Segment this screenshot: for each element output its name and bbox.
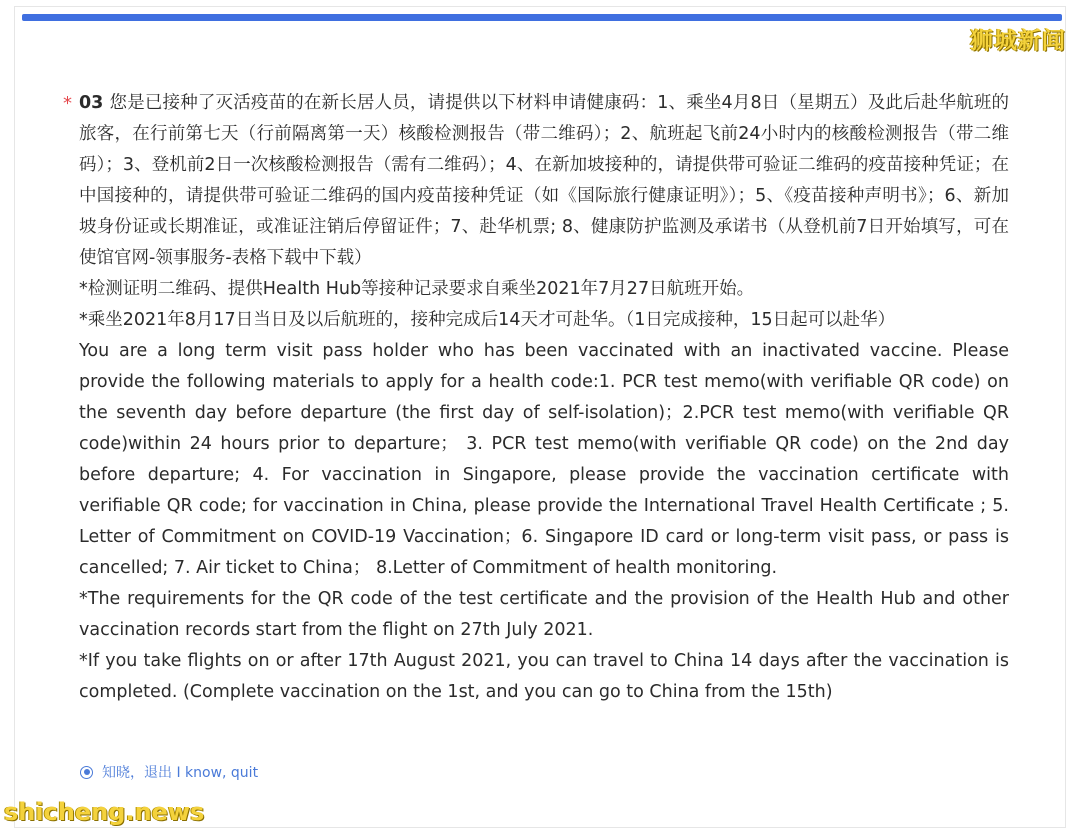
option-label: 知晓，退出 I know, quit <box>102 765 259 781</box>
question-note-en-14days: *If you take flights on or after 17th August 2021, you can travel to China 14 days after the vaccination is completed. (Complete vaccination on the 1st, and you can go to China from the 15th) <box>79 651 1009 702</box>
required-marker: * <box>63 93 72 114</box>
question-note-cn-14days: *乘坐2021年8月17日当日及以后航班的，接种完成后14天才可赴华。（1日完成接种，15日起可以赴华） <box>79 310 896 330</box>
watermark-logo-bottom: shicheng.news <box>4 798 205 826</box>
question-note-cn-qr: *检测证明二维码、提供Health Hub等接种记录要求自乘坐2021年7月27日航班开始。 <box>79 279 755 299</box>
watermark-logo-top: 狮城新闻 <box>970 28 1066 54</box>
question-number: 03 <box>79 93 104 113</box>
question-cn-main: 您是已接种了灭活疫苗的在新长居人员，请提供以下材料申请健康码：1、乘坐4月8日（星期五）及此后赴华航班的旅客，在行前第七天（行前隔离第一天）核酸检测报告（带二维码）；2、航班起飞前24小时内的核酸检测报告（带二维码）；3、登机前2日一次核酸检测报告（需有二维码）；4、在新加坡接种的，请提供带可验证二维码的疫苗接种凭证；在中国接种的，请提供带可验证二维码的国内疫苗接种凭证（如《国际旅行健康证明》）；5、《疫苗接种声明书》；6、新加坡身份证或长期准证，或准证注销后停留证件；7、赴华机票; 8、健康防护监测及承诺书（从登机前7日开始填写，可在使馆官网-领事服务-表格下载中下载） <box>79 93 1009 268</box>
question-note-en-qr: *The requirements for the QR code of the test certificate and the provision of the Health Hub and other vaccination records start from the flight on 27th July 2021. <box>79 589 1009 640</box>
question-text-en: You are a long term visit pass holder who has been vaccinated with an inactivated vaccine. Please provide the following materials to apply for a health code:1. PCR test memo(with verifiable QR code) on the seventh day before departure (the first day of self-isolation)；2.PCR test memo(with verifiable QR code)within 24 hours prior to departure； 3. PCR test memo(with verifiable QR code) on the 2nd day before departure; 4. For vaccination in Singapore, please provide the vaccination certificate with verifiable QR code; for vaccination in China, please provide the International Travel Health Certificate ; 5. Letter of Commitment on COVID-19 Vaccination；6. Singapore ID card or long-term visit pass, or pass is cancelled; 7. Air ticket to China； 8.Letter of Commitment of health monitoring. <box>79 341 1009 578</box>
question-body <box>79 88 1009 708</box>
question-text-cn-1 <box>79 88 1009 274</box>
option-i-know-quit[interactable] <box>80 762 258 782</box>
progress-bar <box>22 14 1062 21</box>
radio-selected-icon[interactable] <box>80 766 93 779</box>
